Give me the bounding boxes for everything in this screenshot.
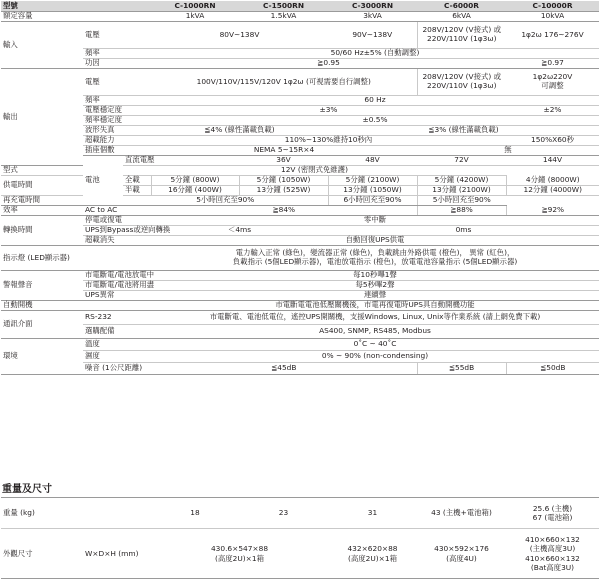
cell-value: 自動回復UPS供電 (151, 236, 599, 246)
row-label: 濕度 (83, 351, 151, 363)
efficiency-row (1, 206, 599, 216)
cell-value: ±3% (151, 106, 506, 116)
size-value: (高度2U)×1箱 (215, 553, 264, 563)
output-vreg-row (1, 106, 599, 116)
dims-table (1, 497, 599, 579)
row-label: 頻率 (83, 96, 151, 106)
row-label: 市電斷電/電池放電中 (85, 270, 155, 280)
cell-value: 100V/110V/115V/120V 1φ2ω (可視需要自行調整) (151, 69, 417, 96)
row-label: 再充電時間 (1, 196, 123, 206)
cell-value: ≦4% (線性滿載負載) (151, 126, 328, 136)
row-label: 超載消失 (83, 236, 151, 246)
row-label: 超載能力 (83, 136, 151, 146)
size-unit: W×D×H (mm) (83, 529, 151, 579)
cell-value: 36V (239, 156, 328, 166)
model-c1000rn: C-1000RN (151, 1, 239, 12)
cell-value: 13分鐘 (525W) (239, 186, 328, 196)
battery-recharge-row (1, 196, 599, 206)
alarm-row-1 (1, 271, 599, 281)
transfer-row-1 (1, 216, 599, 226)
output-freqreg-row (1, 116, 599, 126)
autostart-group-label: 自動開機 (1, 301, 151, 311)
comm-group-label: 通訊介面 (1, 311, 83, 339)
cell-value: ≧0.95 (151, 59, 506, 69)
cell-value: 4分鐘 (8000W) (506, 176, 599, 186)
row-label: 電壓 (83, 69, 151, 96)
cell-value: AS400, SNMP, RS485, Modbus (151, 325, 599, 339)
output-group-label: 輸出 (1, 69, 83, 166)
row-label: UPS到Bypass或逆向轉換 (85, 225, 171, 235)
cell-value: 可調整 (541, 81, 564, 90)
cell-value: 1φ2ω 176~276V (506, 22, 599, 49)
capacity-value: 10kVA (506, 12, 599, 22)
weight-value: 67 (電池箱) (532, 513, 573, 522)
capacity-value: 1kVA (151, 12, 239, 22)
row-label: 型式 (1, 166, 123, 176)
cell-value: ±0.5% (151, 116, 599, 126)
cell-value: 208V/120V (V接式) 或 (422, 72, 501, 82)
battery-group-label: 電池 (83, 156, 123, 206)
cell-value: 12V (密閉式免維護) (123, 166, 506, 176)
model-c10000r: C-10000R (506, 1, 599, 12)
cell-value: 144V (506, 156, 599, 166)
cell-value: 市電斷電、電池低電位，遙控UPS開關機，支援Windows, Linux, Unix等作業系統 (請上網免費下載) (151, 311, 599, 325)
indicator-group-label: 指示燈 (LED顯示器) (1, 246, 151, 271)
battery-type-row (1, 166, 599, 176)
cell-value: 1φ2ω220V (532, 72, 573, 82)
cell-value: 150%X60秒 (506, 136, 599, 146)
cell-value: 市電斷電電池低壓關機後，市電再復電時UPS具自動開機功能 (151, 301, 599, 311)
dims-section-title: 重量及尺寸 (2, 484, 52, 495)
model-c1500rn: C-1500RN (239, 1, 328, 12)
cell-value: 90V~138V (328, 22, 417, 49)
cell-value: 5分鐘 (2100W) (328, 176, 417, 186)
efficiency-group-label: 效率 (1, 206, 83, 216)
transfer-row-3 (1, 236, 599, 246)
cell-value: 48V (328, 156, 417, 166)
cell-value: 110%~130%維持10秒內 (151, 136, 506, 146)
row-label: 電壓穩定度 (83, 106, 151, 116)
row-label: 噪音 (1公尺距離) (83, 363, 151, 375)
row-label: 直流電壓 (123, 156, 239, 166)
battery-dcv-row (1, 156, 599, 166)
indicator-line: 電力輸入正常 (綠色)，變流器正常 (綠色)，負載跳由外路供電 (橙色)， 異常 (紅色)， (235, 248, 515, 258)
weight-value: 25.6 (主機) (532, 503, 573, 513)
row-label: 頻率 (83, 49, 151, 59)
env-group-label: 環境 (1, 339, 83, 375)
header-label: 型號 (1, 1, 151, 12)
capacity-value: 1.5kVA (239, 12, 328, 22)
weight-value: 18 (151, 498, 239, 529)
input-voltage-row (1, 22, 599, 49)
cell-value: 每10秒嗶1聲 (151, 271, 599, 281)
alarm-group-label: 警報聲音 (1, 271, 83, 301)
input-pf-row (1, 59, 599, 69)
env-temp-row (1, 339, 599, 351)
output-thd-row (1, 126, 599, 136)
model-c6000r: C-6000R (417, 1, 506, 12)
output-overload-row (1, 136, 599, 146)
alarm-row-3 (1, 291, 599, 301)
output-socket-row (1, 146, 599, 156)
cell-value: 6小時回充至90% (328, 196, 417, 206)
comm-rs232-row (1, 311, 599, 325)
row-label: 溫度 (83, 339, 151, 351)
capacity-value: 3kVA (328, 12, 417, 22)
cell-value: 208V/120V (V接式) 或 (422, 25, 501, 35)
row-sublabel: 半載 (123, 186, 151, 196)
transfer-group-label: 轉換時間 (1, 216, 83, 246)
weight-row (1, 498, 599, 529)
cell-value: ±2% (506, 106, 599, 116)
cell-value: 0˚C ~ 40˚C (151, 339, 599, 351)
row-label: 功因 (83, 59, 151, 69)
comm-option-row (1, 325, 599, 339)
cell-value: 12分鐘 (4000W) (506, 186, 599, 196)
size-value: (主機高度3U) (529, 544, 576, 554)
cell-value: 連續聲 (151, 291, 599, 301)
env-noise-row (1, 363, 599, 375)
cell-value: ≦3% (線性滿載負載) (328, 126, 599, 136)
weight-value: 31 (328, 498, 417, 529)
weight-value: 23 (239, 498, 328, 529)
row-label: 選購配備 (83, 325, 151, 339)
cell-value: ≦55dB (417, 363, 506, 375)
cell-value: 60 Hz (151, 96, 599, 106)
size-value: 410×660×132 (525, 535, 580, 544)
cell-value: 5小時回充至90% (123, 196, 328, 206)
cell-value: 5分鐘 (1050W) (239, 176, 328, 186)
cell-value: 13分鐘 (2100W) (417, 186, 506, 196)
capacity-row (1, 12, 599, 22)
capacity-label: 額定容量 (1, 12, 151, 22)
size-value: (Bat高度3U) (530, 562, 575, 572)
cell-value: ＜4ms (151, 226, 328, 236)
cell-value: 72V (417, 156, 506, 166)
size-label: 外觀尺寸 (1, 529, 83, 579)
cell-value: NEMA 5~15R×4 (151, 146, 417, 156)
cell-value: ≧88% (417, 206, 506, 216)
cell-value: 5分鐘 (800W) (151, 176, 239, 186)
transfer-row-2 (1, 226, 599, 236)
row-label: AC to AC (83, 206, 151, 216)
indicator-line: 負載指示 (5個LED顯示器)，電池放電指示 (橙色)，放電電池容量指示 (5個LED顯示器) (232, 257, 518, 266)
output-freq-row (1, 96, 599, 106)
indicator-row (1, 246, 599, 271)
cell-value: 220V/110V (1φ3ω) (427, 34, 497, 43)
cell-value: ≦45dB (151, 363, 417, 375)
cell-value: 13分鐘 (1050W) (328, 186, 417, 196)
alarm-row-2 (1, 281, 599, 291)
cell-value: 每5秒嗶2聲 (151, 281, 599, 291)
cell-value: 無 (417, 146, 599, 156)
capacity-value: 6kVA (417, 12, 506, 22)
cell-value: ≧84% (151, 206, 417, 216)
cell-value: 0ms (328, 226, 599, 236)
cell-value: 16分鐘 (400W) (151, 186, 239, 196)
row-label: 電壓 (83, 22, 151, 49)
size-value: 410×660×132 (525, 553, 580, 563)
env-humidity-row (1, 351, 599, 363)
row-label: UPS異常 (83, 291, 151, 301)
row-label: 市電斷電/電池將用盡 (85, 280, 155, 290)
model-c3000rn: C-3000RN (328, 1, 417, 12)
cell-value: 80V~138V (151, 22, 328, 49)
output-voltage-row (1, 69, 599, 96)
cell-value: 5小時回充至90% (417, 196, 506, 206)
input-freq-row (1, 49, 599, 59)
cell-value: 0% ~ 90% (non-condensing) (151, 351, 599, 363)
size-value: 430.6×547×88 (210, 544, 269, 554)
size-value: (高度2U)×1箱 (348, 553, 397, 563)
size-value: 432×620×88 (347, 544, 398, 554)
size-value: 430×592×176 (434, 544, 489, 554)
cell-value: 5分鐘 (4200W) (417, 176, 506, 186)
row-label: 插座個數 (83, 146, 151, 156)
input-group-label: 輸入 (1, 22, 83, 69)
cell-value: ≦50dB (506, 363, 599, 375)
row-label: 供電時間 (1, 176, 83, 196)
weight-value: 43 (主機+電池箱) (417, 498, 506, 529)
cell-value: 220V/110V (1φ3ω) (427, 81, 497, 90)
size-row (1, 529, 599, 579)
row-label: 波形失真 (83, 126, 151, 136)
size-value: (高度4U) (446, 553, 477, 563)
row-sublabel: 全載 (123, 176, 151, 186)
cell-value: 零中斷 (151, 216, 599, 226)
cell-value: ≧0.97 (506, 59, 599, 69)
row-label: 停電或復電 (83, 216, 151, 226)
autostart-row (1, 301, 599, 311)
row-label: 頻率穩定度 (83, 116, 151, 126)
cell-value: ≧92% (506, 206, 599, 216)
spec-table (1, 1, 599, 375)
weight-label: 重量 (kg) (1, 498, 83, 529)
row-label: RS-232 (83, 311, 151, 325)
cell-value: 50/60 Hz±5% (自動調整) (151, 49, 599, 59)
spec-header-row (1, 1, 599, 12)
